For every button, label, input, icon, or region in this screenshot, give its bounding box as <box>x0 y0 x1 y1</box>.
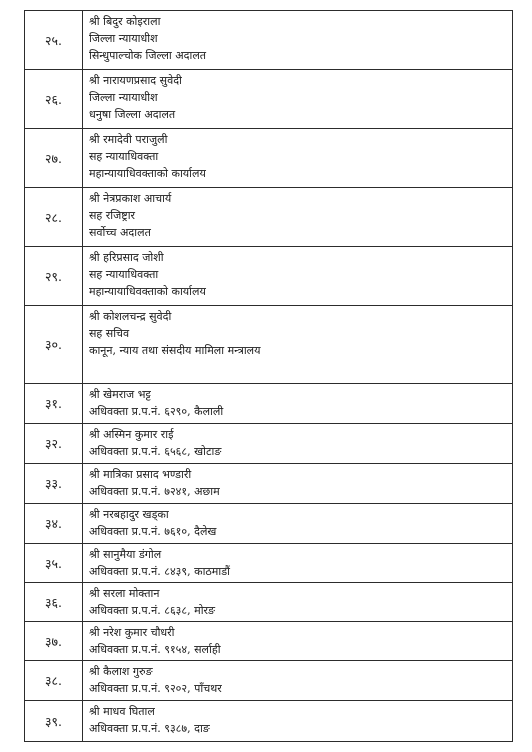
person-name: श्री खेमराज भट्ट <box>89 388 151 401</box>
person-name: श्री बिदुर कोइराला <box>89 15 161 28</box>
row-number: २९. <box>25 247 83 305</box>
row-number: ३७. <box>25 622 83 660</box>
person-detail: महान्यायाधिवक्ताको कार्यालय <box>89 285 206 298</box>
table-row <box>25 11 512 70</box>
person-detail: जिल्ला न्यायाधीश <box>89 32 158 45</box>
row-details <box>83 247 512 305</box>
person-name: श्री कैलाश गुरुङ <box>89 665 153 678</box>
person-name: श्री सानुमैया डंगोल <box>89 548 162 561</box>
table-row <box>25 622 512 661</box>
person-name: श्री नरेश कुमार चौधरी <box>89 626 175 639</box>
table-row <box>25 544 512 583</box>
row-details <box>83 306 512 383</box>
person-name: श्री नरबहादुर खड्का <box>89 508 169 521</box>
person-detail: सह न्यायाधिवक्ता <box>89 150 159 163</box>
person-detail: अधिवक्ता प्र.प.नं. ८६३८, मोरङ <box>89 604 216 617</box>
row-details <box>83 583 512 621</box>
table-row <box>25 583 512 622</box>
person-detail: अधिवक्ता प्र.प.नं. ९३८७, दाङ <box>89 722 210 735</box>
person-detail: अधिवक्ता प्र.प.नं. ७२४१, अछाम <box>89 485 220 498</box>
row-details <box>83 129 512 187</box>
person-detail: जिल्ला न्यायाधीश <box>89 91 158 104</box>
row-details <box>83 11 512 69</box>
person-detail: सह न्यायाधिवक्ता <box>89 268 159 281</box>
person-name: श्री सरला मोक्तान <box>89 587 160 600</box>
table-row <box>25 504 512 544</box>
row-number: ३३. <box>25 464 83 503</box>
row-number: ३८. <box>25 661 83 700</box>
row-details <box>83 424 512 463</box>
row-details <box>83 544 512 582</box>
table-row <box>25 188 512 247</box>
person-detail: धनुषा जिल्ला अदालत <box>89 108 176 121</box>
row-number: ३५. <box>25 544 83 582</box>
row-number: ३९. <box>25 701 83 741</box>
person-detail: सह रजिष्ट्रार <box>89 209 136 222</box>
person-name: श्री माधव घिताल <box>89 705 155 718</box>
person-detail: अधिवक्ता प्र.प.नं. ७६१०, दैलेख <box>89 525 217 538</box>
person-detail: सर्वोच्च अदालत <box>89 226 151 239</box>
member-table <box>24 10 513 742</box>
table-row <box>25 701 512 741</box>
row-number: २६. <box>25 70 83 128</box>
row-number: ३१. <box>25 384 83 423</box>
person-name: श्री नेत्रप्रकाश आचार्य <box>89 192 172 205</box>
table-row <box>25 70 512 129</box>
table-row <box>25 247 512 306</box>
row-details <box>83 504 512 543</box>
table-row <box>25 661 512 701</box>
row-details <box>83 622 512 660</box>
person-detail: सिन्धुपाल्चोक जिल्ला अदालत <box>89 49 207 62</box>
table-row <box>25 384 512 424</box>
person-detail: अधिवक्ता प्र.प.नं. ६५६८, खोटाङ <box>89 445 222 458</box>
person-name: श्री रमादेवी पराजुली <box>89 133 168 146</box>
row-number: २५. <box>25 11 83 69</box>
row-details <box>83 701 512 741</box>
person-detail: सह सचिव <box>89 327 130 340</box>
row-details <box>83 188 512 246</box>
table-row <box>25 424 512 464</box>
row-number: ३६. <box>25 583 83 621</box>
row-number: ३२. <box>25 424 83 463</box>
row-details <box>83 661 512 700</box>
person-detail: अधिवक्ता प्र.प.नं. ९१५४, सर्लाही <box>89 643 221 656</box>
person-detail: अधिवक्ता प्र.प.नं. ६२९०, कैलाली <box>89 405 224 418</box>
row-number: २८. <box>25 188 83 246</box>
row-details <box>83 70 512 128</box>
person-name: श्री नारायणप्रसाद सुवेदी <box>89 74 182 87</box>
person-name: श्री मात्रिका प्रसाद भण्डारी <box>89 468 192 481</box>
row-details <box>83 384 512 423</box>
person-name: श्री हरिप्रसाद जोशी <box>89 251 164 264</box>
row-number: २७. <box>25 129 83 187</box>
person-detail: महान्यायाधिवक्ताको कार्यालय <box>89 167 206 180</box>
person-detail: अधिवक्ता प्र.प.नं. ९२०२, पाँचथर <box>89 682 222 695</box>
table-row <box>25 306 512 384</box>
person-detail: अधिवक्ता प्र.प.नं. ८४३९, काठमाडौं <box>89 565 230 578</box>
row-details <box>83 464 512 503</box>
person-name: श्री कोशलचन्द्र सुवेदी <box>89 310 172 323</box>
row-number: ३०. <box>25 306 83 383</box>
person-name: श्री अस्मिन कुमार राई <box>89 428 174 441</box>
table-row <box>25 129 512 188</box>
person-detail: कानून, न्याय तथा संसदीय मामिला मन्त्रालय <box>89 344 261 357</box>
row-number: ३४. <box>25 504 83 543</box>
table-row <box>25 464 512 504</box>
